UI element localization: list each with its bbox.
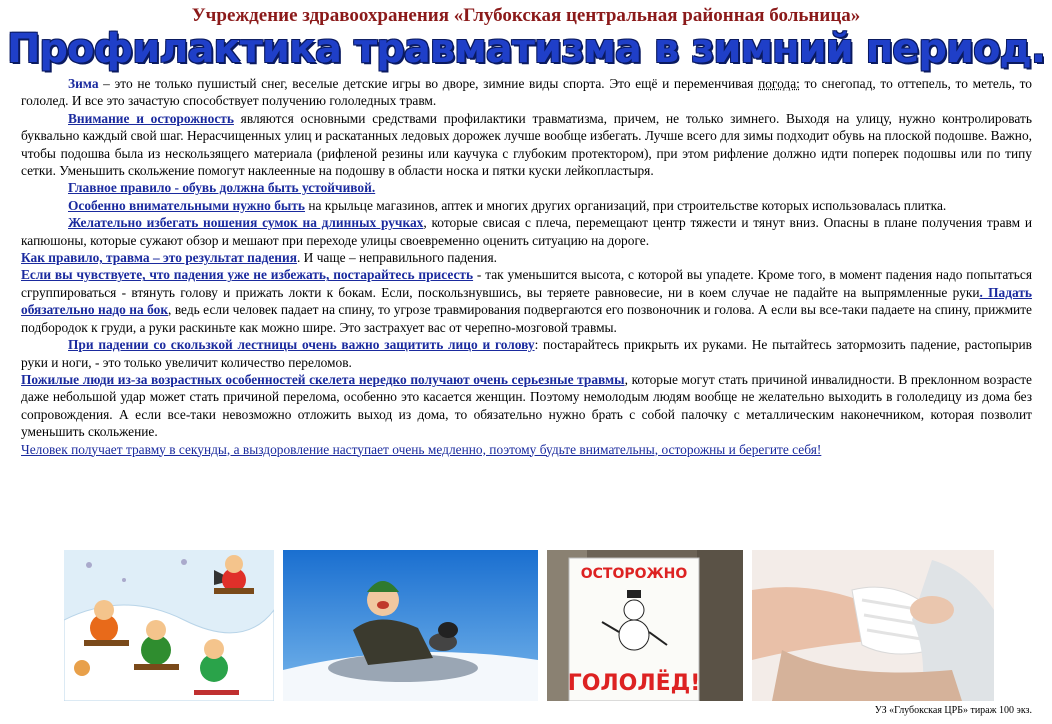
lead-text: . Падать обязательно надо на бок (21, 284, 1033, 318)
lead-text: Если вы чувствуете, что падения уже не избежать, постарайтесь присесть (21, 267, 474, 283)
footer-note: УЗ «Глубокская ЦРБ» тираж 100 экз. (874, 705, 1032, 716)
sign-top-text: ОСТОРОЖНО (580, 566, 688, 582)
lead-text: Желательно избегать ношения сумок на длинных ручках (68, 215, 424, 231)
paragraph (21, 179, 1032, 196)
child-sledding-photo (283, 550, 538, 701)
main-rule: Главное правило - обувь должна быть устойчивой. (68, 180, 376, 196)
weather-word: погода: (758, 76, 800, 91)
paragraph: При падении со скользкой лестницы очень важно защитить лицо и голову: постарайтесь прикрыть их руками. Не пытайтесь затормозить падение, растопырив руки и ноги, - это только увеличит количество переломов. (21, 337, 1032, 370)
lead-text: Зима (68, 76, 99, 91)
sign-bottom-text: ГОЛОЛЁД! (567, 671, 701, 696)
lead-text: Внимание и осторожность (68, 110, 234, 126)
organization-header: Учреждение здравоохранения «Глубокская центральная районная больница» (191, 5, 861, 26)
lead-text: Особенно внимательными нужно быть (68, 197, 306, 213)
paragraph: Зима – это не только пушистый снег, веселые детские игры во дворе, зимние виды спорта. Это ещё и переменчивая погода: то снегопад, то оттепель, то метель, то гололед. И все это зачастую способствует получению гололедных травм. (21, 76, 1032, 109)
paragraph: Внимание и осторожность являются основными средствами профилактики травматизма, причем, не только зимнего. Выходя на улицу, нужно контролировать буквально каждый свой шаг. Нерасчищенных улиц и раскатанных ледовых дорожек лучше вообще избегать. Лучше всего для зимы подходит обувь на плоской подошве. Важно, чтобы подошва была из нескользящего материала (рифленой резины или каучука с глубоким протектором), при этом рифление должно идти поперек подошвы или по типу сетки. Уменьшить скольжение помогут наклеенные на подошву в области носка и пятки куски лейкопластыря. (21, 110, 1032, 179)
paragraph (21, 441, 1032, 458)
lead-text: При падении со скользкой лестницы очень важно защитить лицо и голову (68, 337, 535, 353)
paragraph: Особенно внимательными нужно быть на крыльце магазинов, аптек и многих других организаций, при строительстве которых использовалась плитка. (68, 197, 947, 213)
kids-sledding-illustration (64, 550, 274, 701)
lead-text: Как правило, травма – это результат падения (21, 250, 297, 266)
lead-text: Пожилые люди из-за возрастных особенностей скелета нередко получают очень серьезные травмы (21, 371, 625, 387)
ice-warning-sign-photo (547, 550, 743, 701)
paragraph: Желательно избегать ношения сумок на длинных ручках, которые свисая с плеча, перемещают центр тяжести и тянут вниз. Опасны в плане получения травм и капюшоны, которые сужают обзор и мешают при переходе улицы своевременно оценить ситуацию на дороге. (21, 215, 1033, 248)
article-body (21, 75, 1032, 458)
bandaged-hand-photo (752, 550, 994, 701)
paragraph: Если вы чувствуете, что падения уже не избежать, постарайтесь присесть - так уменьшится высота, с которой вы упадете. Кроме того, в момент падения надо попытаться сгруппироваться - втянуть голову и прижать локти к бокам. Если, поскользнувшись, вы теряете равновесие, ни в коем случае не падайте на выпрямленные руки. Падать обязательно надо на бок, ведь если человек падает на спину, то угрозе травмирования подвергаются его позвоночник и голова. А если вы все-таки падаете на спину, прижмите подбородок к груди, а руки раскиньте как можно шире. Это застрахует вас от черепно-мозговой травмы. (21, 267, 1033, 335)
paragraph: Как правило, травма – это результат падения. И чаще – неправильного падения. (21, 250, 497, 266)
page-title: Профилактика травматизма в зимний период. (6, 26, 1046, 72)
closing-text: Человек получает травму в секунды, а выздоровление наступает очень медленно, поэтому будьте внимательны, осторожны и берегите себя! (21, 441, 822, 457)
paragraph: Пожилые люди из-за возрастных особенностей скелета нередко получают очень серьезные травмы, которые могут стать причиной инвалидности. В преклонном возрасте даже небольшой удар может стать причиной перелома, особенно это касается женщин. Поэтому немолодым людям вообще не желательно выходить в гололедицу из дома без сопровождения. А если все-таки невозможно отложить выход из дома, то обязательно нужно брать с собой палочку с металлическим наконечником, которая позволит уменьшить скольжение. (21, 371, 1032, 440)
